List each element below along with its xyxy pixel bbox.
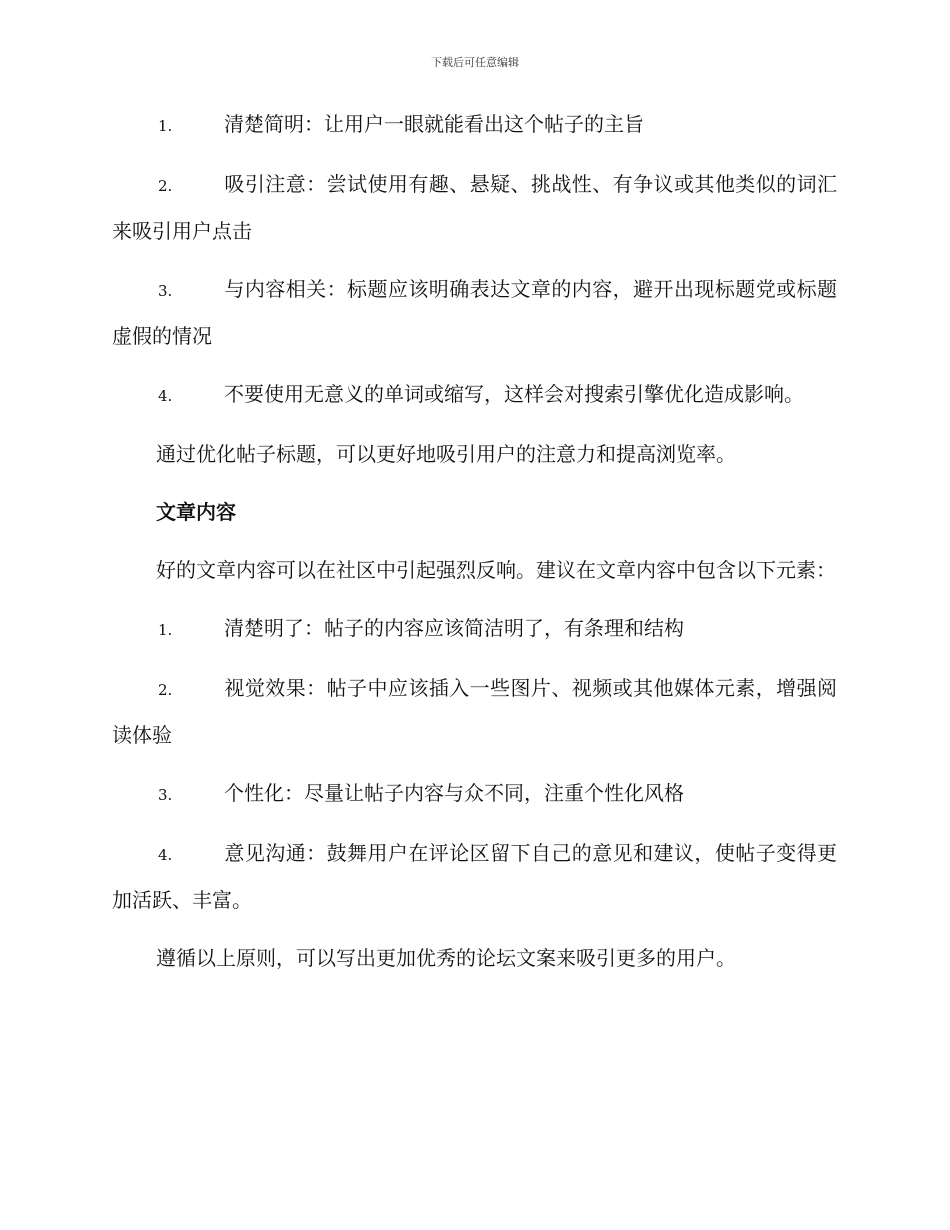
- list-item-number: 4.: [158, 846, 173, 864]
- list-item-text: 视觉效果：帖子中应该插入一些图片、视频或其他媒体元素，增强阅读体验: [112, 676, 837, 747]
- list-item-text: 不要使用无意义的单词或缩写，这样会对搜索引擎优化造成影响。: [224, 382, 804, 406]
- paragraph-content-intro: 好的文章内容可以在社区中引起强烈反响。建议在文章内容中包含以下元素：: [156, 558, 836, 582]
- paragraph-conclusion: 遵循以上原则，可以写出更加优秀的论坛文案来吸引更多的用户。: [156, 946, 736, 970]
- list-item-number: 3.: [158, 786, 173, 804]
- list-item: [112, 372, 837, 419]
- list-item: [112, 666, 837, 758]
- document-body: [112, 102, 837, 994]
- list-item-number: 2.: [158, 177, 173, 195]
- list-item-text: 清楚简明：让用户一眼就能看出这个帖子的主旨: [224, 112, 644, 136]
- list-item-text: 与内容相关：标题应该明确表达文章的内容，避开出现标题党或标题虚假的情况: [112, 277, 837, 348]
- list-item-text: 意见沟通：鼓舞用户在评论区留下自己的意见和建议，使帖子变得更加活跃、丰富。: [112, 841, 837, 912]
- list-item: [112, 771, 837, 818]
- list-item: [112, 831, 837, 923]
- list-item: [112, 102, 837, 149]
- section-heading: 文章内容: [156, 500, 236, 524]
- list-item-number: 2.: [158, 681, 173, 699]
- list-item: [112, 267, 837, 359]
- list-item: [112, 606, 837, 653]
- list-item-number: 3.: [158, 282, 173, 300]
- paragraph-summary-title: 通过优化帖子标题，可以更好地吸引用户的注意力和提高浏览率。: [156, 442, 736, 466]
- list-item-number: 4.: [158, 387, 173, 405]
- list-item: [112, 162, 837, 254]
- list-item-text: 个性化：尽量让帖子内容与众不同，注重个性化风格: [224, 781, 684, 805]
- list-item-text: 吸引注意：尝试使用有趣、悬疑、挑战性、有争议或其他类似的词汇来吸引用户点击: [112, 172, 837, 243]
- page-header-note: 下载后可任意编辑: [431, 56, 519, 69]
- list-item-number: 1.: [158, 117, 173, 135]
- list-item-number: 1.: [158, 621, 173, 639]
- list-item-text: 清楚明了：帖子的内容应该简洁明了，有条理和结构: [224, 616, 684, 640]
